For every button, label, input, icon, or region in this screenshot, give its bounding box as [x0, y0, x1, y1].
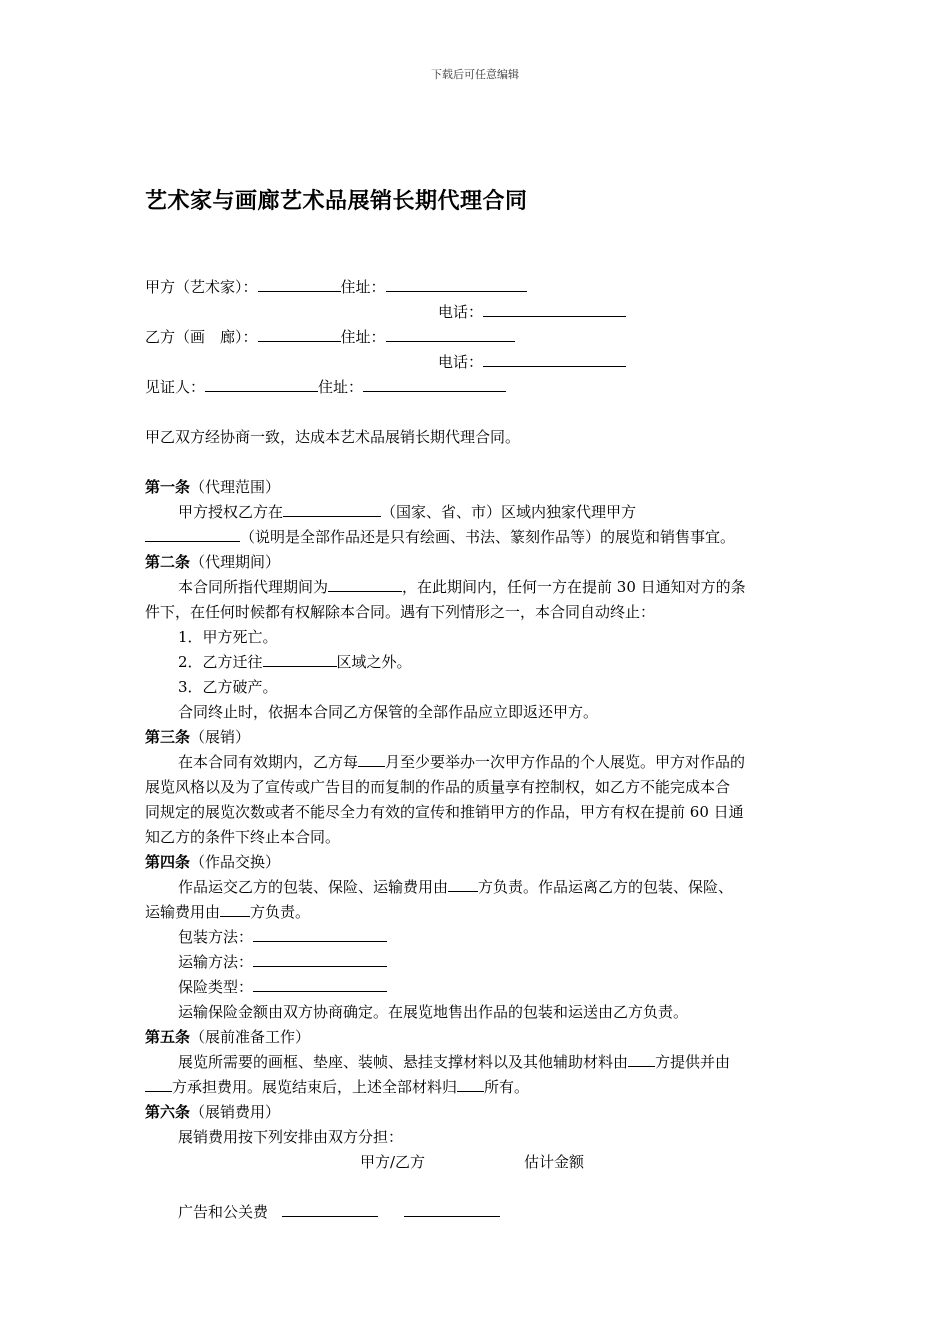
party-b-phone-line: [438, 352, 626, 372]
intro-paragraph: 甲乙双方经协商一致，达成本艺术品展销长期代理合同。: [145, 428, 521, 446]
cost-bearer-blank: [145, 1077, 172, 1092]
insurance-type-label: 保险类型：: [178, 978, 254, 996]
party-b-address-label: 住址：: [340, 328, 386, 346]
article-5-number: 第五条: [145, 1028, 191, 1046]
witness-label: 见证人：: [145, 378, 206, 396]
witness-line: [145, 377, 506, 397]
shipping-method-line: [178, 952, 387, 972]
article-2-heading: [145, 552, 280, 572]
article-3-line-4: 知乙方的条件下终止本合同。: [145, 828, 341, 846]
article-2-item-1: 1．甲方死亡。: [178, 628, 278, 646]
party-b-address-blank: [386, 327, 515, 342]
party-a-label: 甲方（艺术家）：: [145, 278, 258, 296]
text: 方承担费用。展览结束后，上述全部材料归: [172, 1078, 458, 1096]
packing-method-blank: [253, 927, 387, 942]
article-5-line-2: [145, 1077, 529, 1097]
article-2-item-3: 3．乙方破产。: [178, 678, 278, 696]
article-5-heading: [145, 1027, 310, 1047]
article-5-line-1: [178, 1052, 730, 1072]
delivery-party-blank: [448, 877, 478, 892]
article-4-line-3: 运输保险金额由双方协商确定。在展览地售出作品的包装和运送由乙方负责。: [178, 1003, 689, 1021]
article-4-line-2: [145, 902, 310, 922]
article-1-heading: [145, 477, 280, 497]
article-4-line-1: [178, 877, 733, 897]
packing-method-label: 包装方法：: [178, 928, 254, 946]
article-3-subtitle: （展销）: [190, 728, 251, 746]
article-6-heading: [145, 1102, 280, 1122]
shipping-method-blank: [253, 952, 387, 967]
shipping-method-label: 运输方法：: [178, 953, 254, 971]
region-blank: [283, 502, 381, 517]
fee-row-advertising: [178, 1202, 500, 1222]
article-2-line-2: 件下，在任何时候都有权解除本合同。遇有下列情形之一，本合同自动终止：: [145, 603, 656, 621]
article-4-heading: [145, 852, 280, 872]
fee-table-col-party: 甲方/乙方: [360, 1153, 426, 1171]
witness-name-blank: [205, 377, 318, 392]
text: 本合同所指代理期间为: [178, 578, 329, 596]
text: 运输费用由: [145, 903, 221, 921]
text: 区域之外。: [336, 653, 412, 671]
article-2-line-3: 合同终止时，依据本合同乙方保管的全部作品应立即返还甲方。: [178, 703, 599, 721]
party-a-phone-label: 电话：: [438, 303, 484, 321]
material-owner-blank: [457, 1077, 484, 1092]
period-blank: [328, 577, 402, 592]
article-4-number: 第四条: [145, 853, 191, 871]
fee-row-label: 广告和公关费: [178, 1203, 269, 1221]
party-a-phone-line: [438, 302, 626, 322]
party-a-phone-blank: [483, 302, 626, 317]
article-1-line-2: [145, 527, 735, 547]
article-1-line-1: [178, 502, 636, 522]
months-blank: [358, 752, 385, 767]
text: 在本合同有效期内，乙方每: [178, 753, 359, 771]
article-6-number: 第六条: [145, 1103, 191, 1121]
party-b-phone-blank: [483, 352, 626, 367]
party-a-name-blank: [258, 277, 341, 292]
witness-address-blank: [363, 377, 506, 392]
contract-title: 艺术家与画廊艺术品展销长期代理合同: [145, 189, 528, 214]
article-1-subtitle: （代理范围）: [190, 478, 281, 496]
party-b-phone-label: 电话：: [438, 353, 484, 371]
article-1-number: 第一条: [145, 478, 191, 496]
article-6-line-1: 展销费用按下列安排由双方分担：: [178, 1128, 404, 1146]
text: 方负责。: [250, 903, 311, 921]
article-3-number: 第三条: [145, 728, 191, 746]
text: 甲方授权乙方在: [178, 503, 284, 521]
text: 所有。: [484, 1078, 530, 1096]
party-b-label: 乙方（画 廊）：: [145, 328, 258, 346]
text: 展览所需要的画框、垫座、装帧、悬挂支撑材料以及其他辅助材料由: [178, 1053, 629, 1071]
return-party-blank: [220, 902, 250, 917]
article-4-subtitle: （作品交换）: [190, 853, 281, 871]
party-a-address-label: 住址：: [340, 278, 386, 296]
article-3-heading: [145, 727, 250, 747]
packing-method-line: [178, 927, 387, 947]
insurance-type-line: [178, 977, 387, 997]
text: 方负责。作品运离乙方的包装、保险、: [478, 878, 734, 896]
article-2-line-1: [178, 577, 746, 597]
fee-table-col-amount: 估计金额: [524, 1153, 585, 1171]
article-3-line-3: 同规定的展览次数或者不能尽全力有效的宣传和推销甲方的作品，甲方有权在提前 60 日通: [145, 803, 744, 821]
text: 方提供并由: [655, 1053, 731, 1071]
witness-address-label: 住址：: [318, 378, 364, 396]
insurance-type-blank: [253, 977, 387, 992]
article-2-item-2: [178, 652, 412, 672]
article-3-line-1: [178, 752, 745, 772]
text: （说明是全部作品还是只有绘画、书法、篆刻作品等）的展览和销售事宜。: [240, 528, 736, 546]
article-5-subtitle: （展前准备工作）: [190, 1028, 311, 1046]
text: ，在此期间内，任何一方在提前 30 日通知对方的条: [402, 578, 746, 596]
party-b-line: [145, 327, 515, 347]
article-6-subtitle: （展销费用）: [190, 1103, 281, 1121]
text: 2．乙方迁往: [178, 653, 263, 671]
relocation-region-blank: [263, 652, 337, 667]
page-header: 下载后可任意编辑: [431, 68, 519, 81]
text: 作品运交乙方的包装、保险、运输费用由: [178, 878, 449, 896]
article-2-number: 第二条: [145, 553, 191, 571]
article-2-subtitle: （代理期间）: [190, 553, 281, 571]
text: （国家、省、市）区域内独家代理甲方: [381, 503, 637, 521]
party-b-name-blank: [258, 327, 341, 342]
fee-party-blank: [282, 1202, 378, 1217]
article-3-line-2: 展览风格以及为了宣传或广告目的而复制的作品的质量享有控制权，如乙方不能完成本合: [145, 778, 731, 796]
works-blank: [145, 527, 240, 542]
party-a-line: [145, 277, 527, 297]
text: 月至少要举办一次甲方作品的个人展览。甲方对作品的: [385, 753, 746, 771]
party-a-address-blank: [386, 277, 527, 292]
fee-amount-blank: [404, 1202, 500, 1217]
material-provider-blank: [628, 1052, 655, 1067]
